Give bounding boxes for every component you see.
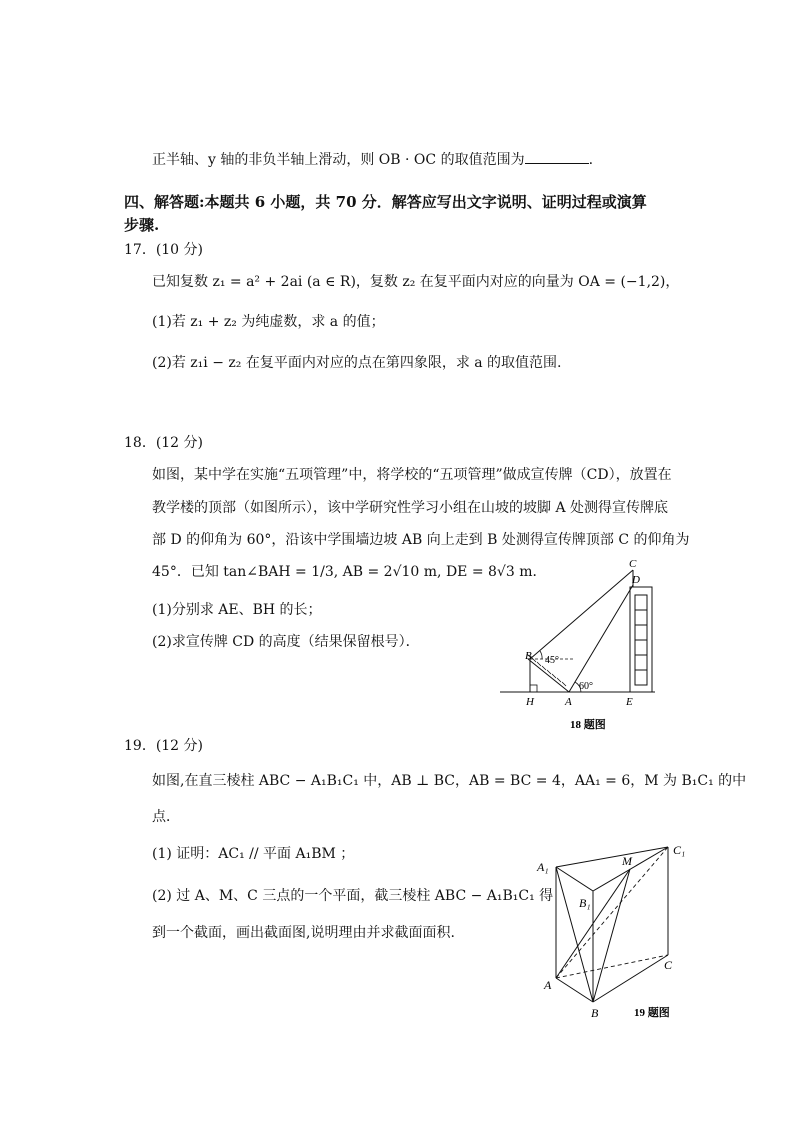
label-h: H <box>526 696 534 708</box>
q19-part2b: 到一个截面，画出截面图,说明理由并求截面面积. <box>152 925 455 941</box>
label-c1: C₁ <box>673 843 686 857</box>
q17-stem: 已知复数 z₁ = a² + 2ai (a ∈ R)，复数 z₂ 在复平面内对应的向量为 OA = (−1,2)， <box>152 274 680 290</box>
top-line-end: . <box>588 152 594 168</box>
q17-part1: (1)若 z₁ + z₂ 为纯虚数，求 a 的值； <box>152 314 385 330</box>
q19-line2: 点． <box>152 809 180 825</box>
label-b: B <box>525 650 532 662</box>
line-ac1-dashed <box>556 847 668 978</box>
q18-line1: 如图，某中学在实施“五项管理”中，将学校的“五项管理”做成宣传牌（CD），放置在 <box>152 467 672 483</box>
label-m: M <box>622 854 632 868</box>
label-a: A <box>544 978 552 992</box>
q19-figure <box>530 835 695 1025</box>
q18-figure <box>495 555 670 745</box>
q18-line2: 教学楼的顶部（如图所示），该中学研究性学习小组在山坡的坡脚 A 处测得宣传牌底 <box>152 500 669 516</box>
right-angle-h <box>530 685 537 692</box>
top-line <box>152 151 593 169</box>
q18-line4: 45°．已知 tan∠BAH = 1/3, AB = 2√10 m, DE = 8√3 m． <box>152 564 547 580</box>
q19-part1: (1) 证明：AC₁ // 平面 A₁BM ； <box>152 846 355 862</box>
q17-part2: (2)若 z₁i − z₂ 在复平面内对应的点在第四象限，求 a 的取值范围. <box>152 355 562 371</box>
q18-part2: (2)求宣传牌 CD 的高度（结果保留根号）． <box>152 634 420 650</box>
q19-number: 19．(12 分) <box>124 738 204 754</box>
q19-caption: 19 题图 <box>634 1007 670 1019</box>
section-heading-line2: 步骤. <box>124 216 160 234</box>
q18-part1: (1)分别求 AE、BH 的长； <box>152 602 322 618</box>
q19-part2a: (2) 过 A、M、C 三点的一个平面，截三棱柱 ABC − A₁B₁C₁ 得 <box>152 888 554 904</box>
label-c: C <box>629 558 637 570</box>
q19-line1: 如图,在直三棱柱 ABC − A₁B₁C₁ 中，AB ⊥ BC，AB = BC = 4，AA₁ = 6，M 为 B₁C₁ 的中 <box>152 773 747 789</box>
sight-ad <box>569 585 633 692</box>
edge-ac-dashed <box>556 955 668 978</box>
label-c: C <box>664 958 673 972</box>
section-heading-line1: 四、解答题:本题共 6 小题，共 70 分．解答应写出文字说明、证明过程或演算 <box>124 193 647 211</box>
label-d: D <box>632 574 640 586</box>
angle-arc-b <box>540 651 542 659</box>
angle-a-label: 60° <box>579 681 593 692</box>
q18-number: 18．(12 分) <box>124 435 204 451</box>
label-b: B <box>591 1006 599 1020</box>
answer-blank <box>525 151 589 164</box>
label-e: E <box>626 696 633 708</box>
sight-bc <box>530 570 633 659</box>
q18-caption: 18 题图 <box>570 719 606 731</box>
q18-line3: 部 D 的仰角为 60°，沿该中学围墙边坡 AB 向上走到 B 处测得宣传牌顶部 C 的仰角为 <box>152 532 690 548</box>
label-a: A <box>565 696 572 708</box>
label-b1: B₁ <box>579 896 591 910</box>
label-a1: A₁ <box>537 860 549 874</box>
q17-number: 17．(10 分) <box>124 242 204 258</box>
angle-b-label: 45° <box>545 655 559 666</box>
top-line-text: 正半轴、y 轴的非负半轴上滑动，则 OB · OC 的取值范围为 <box>152 152 525 168</box>
